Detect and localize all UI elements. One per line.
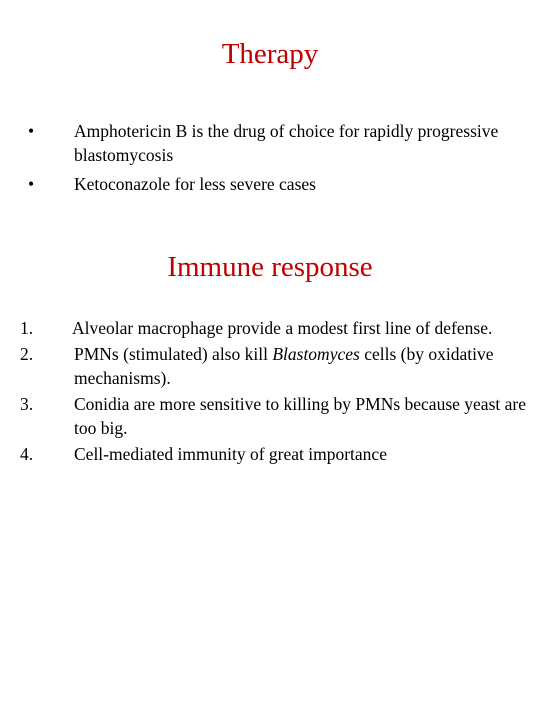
item-text-start: PMNs (stimulated) also kill: [74, 344, 273, 364]
item-text: Cell-mediated immunity of great importance: [74, 444, 387, 464]
list-item: [20, 442, 530, 466]
item-text-end: cells (by oxidative mechanisms).: [74, 344, 494, 388]
list-item: [28, 119, 528, 167]
bullet-text: Amphotericin B is the drug of choice for rapidly progressive blastomycosis: [74, 121, 499, 165]
item-number: 2.: [20, 344, 34, 364]
item-number: 1.: [20, 318, 34, 338]
item-text-italic: Blastomyces: [272, 344, 360, 364]
list-item: [20, 342, 530, 390]
item-text: Conidia are more sensitive to killing by PMNs because yeast are too big.: [74, 394, 526, 438]
item-number: 4.: [20, 444, 34, 464]
immune-response-list: [20, 316, 530, 468]
item-number: 3.: [20, 394, 34, 414]
list-item: [20, 392, 530, 440]
therapy-bullet-list: [28, 119, 528, 201]
bullet-text: Ketoconazole for less severe cases: [74, 174, 316, 194]
item-text: Alveolar macrophage provide a modest first line of defense.: [72, 318, 493, 338]
list-item: [28, 172, 528, 196]
immune-response-heading: Immune response: [167, 251, 373, 283]
list-item: [20, 316, 530, 340]
bullet-marker: •: [28, 121, 35, 141]
therapy-heading: Therapy: [221, 38, 319, 70]
bullet-marker: •: [28, 174, 35, 194]
